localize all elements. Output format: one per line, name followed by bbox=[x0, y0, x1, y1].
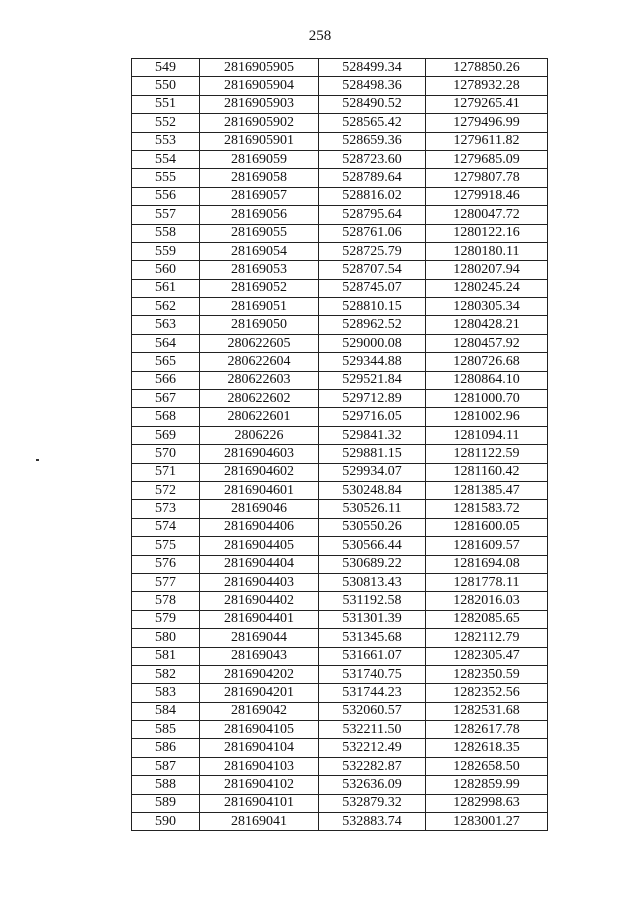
row-index-cell: 555 bbox=[132, 169, 200, 187]
point-id-cell: 2816905902 bbox=[200, 114, 319, 132]
table-row bbox=[132, 702, 548, 720]
point-id-cell: 28169042 bbox=[200, 702, 319, 720]
point-id-cell: 2816905901 bbox=[200, 132, 319, 150]
y-coordinate-cell: 1279685.09 bbox=[426, 150, 548, 168]
x-coordinate-cell: 528745.07 bbox=[319, 279, 426, 297]
y-coordinate-cell: 1281160.42 bbox=[426, 463, 548, 481]
x-coordinate-cell: 528707.54 bbox=[319, 261, 426, 279]
x-coordinate-cell: 528659.36 bbox=[319, 132, 426, 150]
point-id-cell: 280622601 bbox=[200, 408, 319, 426]
row-index-cell: 563 bbox=[132, 316, 200, 334]
point-id-cell: 2816905903 bbox=[200, 95, 319, 113]
y-coordinate-cell: 1281694.08 bbox=[426, 555, 548, 573]
table-row bbox=[132, 537, 548, 555]
row-index-cell: 575 bbox=[132, 537, 200, 555]
row-index-cell: 552 bbox=[132, 114, 200, 132]
point-id-cell: 2816904102 bbox=[200, 776, 319, 794]
point-id-cell: 28169050 bbox=[200, 316, 319, 334]
table-row bbox=[132, 224, 548, 242]
table-row bbox=[132, 390, 548, 408]
point-id-cell: 28169054 bbox=[200, 242, 319, 260]
table-row bbox=[132, 59, 548, 77]
point-id-cell: 2816904601 bbox=[200, 481, 319, 499]
point-id-cell: 2816904401 bbox=[200, 610, 319, 628]
table-row bbox=[132, 242, 548, 260]
table-row bbox=[132, 500, 548, 518]
point-id-cell: 2816904405 bbox=[200, 537, 319, 555]
table-row bbox=[132, 463, 548, 481]
row-index-cell: 554 bbox=[132, 150, 200, 168]
coordinates-table-body bbox=[132, 59, 548, 831]
table-row bbox=[132, 261, 548, 279]
row-index-cell: 569 bbox=[132, 426, 200, 444]
x-coordinate-cell: 531301.39 bbox=[319, 610, 426, 628]
x-coordinate-cell: 531744.23 bbox=[319, 684, 426, 702]
y-coordinate-cell: 1282998.63 bbox=[426, 794, 548, 812]
table-row bbox=[132, 187, 548, 205]
y-coordinate-cell: 1279611.82 bbox=[426, 132, 548, 150]
row-index-cell: 553 bbox=[132, 132, 200, 150]
y-coordinate-cell: 1282305.47 bbox=[426, 647, 548, 665]
point-id-cell: 28169053 bbox=[200, 261, 319, 279]
y-coordinate-cell: 1279496.99 bbox=[426, 114, 548, 132]
row-index-cell: 561 bbox=[132, 279, 200, 297]
y-coordinate-cell: 1282352.56 bbox=[426, 684, 548, 702]
point-id-cell: 28169056 bbox=[200, 206, 319, 224]
point-id-cell: 28169046 bbox=[200, 500, 319, 518]
point-id-cell: 280622605 bbox=[200, 334, 319, 352]
x-coordinate-cell: 528789.64 bbox=[319, 169, 426, 187]
y-coordinate-cell: 1282531.68 bbox=[426, 702, 548, 720]
row-index-cell: 551 bbox=[132, 95, 200, 113]
table-row bbox=[132, 150, 548, 168]
row-index-cell: 567 bbox=[132, 390, 200, 408]
x-coordinate-cell: 529000.08 bbox=[319, 334, 426, 352]
table-row bbox=[132, 206, 548, 224]
table-row bbox=[132, 334, 548, 352]
row-index-cell: 582 bbox=[132, 665, 200, 683]
row-index-cell: 586 bbox=[132, 739, 200, 757]
row-index-cell: 564 bbox=[132, 334, 200, 352]
y-coordinate-cell: 1281778.11 bbox=[426, 573, 548, 591]
x-coordinate-cell: 532212.49 bbox=[319, 739, 426, 757]
row-index-cell: 560 bbox=[132, 261, 200, 279]
y-coordinate-cell: 1280457.92 bbox=[426, 334, 548, 352]
y-coordinate-cell: 1281000.70 bbox=[426, 390, 548, 408]
row-index-cell: 577 bbox=[132, 573, 200, 591]
row-index-cell: 580 bbox=[132, 629, 200, 647]
y-coordinate-cell: 1281122.59 bbox=[426, 445, 548, 463]
table-row bbox=[132, 114, 548, 132]
row-index-cell: 585 bbox=[132, 721, 200, 739]
table-row bbox=[132, 279, 548, 297]
row-index-cell: 566 bbox=[132, 371, 200, 389]
point-id-cell: 28169051 bbox=[200, 298, 319, 316]
point-id-cell: 2816904402 bbox=[200, 592, 319, 610]
y-coordinate-cell: 1279918.46 bbox=[426, 187, 548, 205]
table-row bbox=[132, 95, 548, 113]
y-coordinate-cell: 1282618.35 bbox=[426, 739, 548, 757]
x-coordinate-cell: 532211.50 bbox=[319, 721, 426, 739]
point-id-cell: 2806226 bbox=[200, 426, 319, 444]
y-coordinate-cell: 1282658.50 bbox=[426, 757, 548, 775]
x-coordinate-cell: 528810.15 bbox=[319, 298, 426, 316]
point-id-cell: 2816904202 bbox=[200, 665, 319, 683]
y-coordinate-cell: 1281609.57 bbox=[426, 537, 548, 555]
page-number: 258 bbox=[308, 28, 332, 44]
point-id-cell: 2816904103 bbox=[200, 757, 319, 775]
y-coordinate-cell: 1278850.26 bbox=[426, 59, 548, 77]
table-row bbox=[132, 426, 548, 444]
x-coordinate-cell: 531740.75 bbox=[319, 665, 426, 683]
x-coordinate-cell: 530550.26 bbox=[319, 518, 426, 536]
x-coordinate-cell: 528725.79 bbox=[319, 242, 426, 260]
row-index-cell: 556 bbox=[132, 187, 200, 205]
row-index-cell: 568 bbox=[132, 408, 200, 426]
row-index-cell: 590 bbox=[132, 813, 200, 831]
x-coordinate-cell: 529712.89 bbox=[319, 390, 426, 408]
point-id-cell: 28169055 bbox=[200, 224, 319, 242]
point-id-cell: 2816904406 bbox=[200, 518, 319, 536]
row-index-cell: 574 bbox=[132, 518, 200, 536]
row-index-cell: 576 bbox=[132, 555, 200, 573]
point-id-cell: 2816904104 bbox=[200, 739, 319, 757]
row-index-cell: 557 bbox=[132, 206, 200, 224]
y-coordinate-cell: 1281600.05 bbox=[426, 518, 548, 536]
x-coordinate-cell: 530813.43 bbox=[319, 573, 426, 591]
x-coordinate-cell: 528795.64 bbox=[319, 206, 426, 224]
point-id-cell: 2816904602 bbox=[200, 463, 319, 481]
point-id-cell: 2816904403 bbox=[200, 573, 319, 591]
row-index-cell: 578 bbox=[132, 592, 200, 610]
x-coordinate-cell: 528490.52 bbox=[319, 95, 426, 113]
point-id-cell: 28169058 bbox=[200, 169, 319, 187]
row-index-cell: 572 bbox=[132, 481, 200, 499]
y-coordinate-cell: 1282617.78 bbox=[426, 721, 548, 739]
y-coordinate-cell: 1281583.72 bbox=[426, 500, 548, 518]
y-coordinate-cell: 1282112.79 bbox=[426, 629, 548, 647]
table-row bbox=[132, 481, 548, 499]
table-row bbox=[132, 353, 548, 371]
x-coordinate-cell: 529934.07 bbox=[319, 463, 426, 481]
y-coordinate-cell: 1282350.59 bbox=[426, 665, 548, 683]
x-coordinate-cell: 528723.60 bbox=[319, 150, 426, 168]
table-row bbox=[132, 132, 548, 150]
y-coordinate-cell: 1281002.96 bbox=[426, 408, 548, 426]
point-id-cell: 28169041 bbox=[200, 813, 319, 831]
table-row bbox=[132, 610, 548, 628]
point-id-cell: 2816904201 bbox=[200, 684, 319, 702]
point-id-cell: 2816905905 bbox=[200, 59, 319, 77]
x-coordinate-cell: 532883.74 bbox=[319, 813, 426, 831]
row-index-cell: 589 bbox=[132, 794, 200, 812]
x-coordinate-cell: 530689.22 bbox=[319, 555, 426, 573]
table-row bbox=[132, 445, 548, 463]
point-id-cell: 2816904105 bbox=[200, 721, 319, 739]
x-coordinate-cell: 532879.32 bbox=[319, 794, 426, 812]
point-id-cell: 280622604 bbox=[200, 353, 319, 371]
y-coordinate-cell: 1280864.10 bbox=[426, 371, 548, 389]
table-row bbox=[132, 77, 548, 95]
point-id-cell: 28169043 bbox=[200, 647, 319, 665]
table-row bbox=[132, 721, 548, 739]
y-coordinate-cell: 1280245.24 bbox=[426, 279, 548, 297]
x-coordinate-cell: 528962.52 bbox=[319, 316, 426, 334]
x-coordinate-cell: 530248.84 bbox=[319, 481, 426, 499]
table-row bbox=[132, 555, 548, 573]
table-row bbox=[132, 592, 548, 610]
table-row bbox=[132, 316, 548, 334]
point-id-cell: 28169059 bbox=[200, 150, 319, 168]
row-index-cell: 584 bbox=[132, 702, 200, 720]
point-id-cell: 2816904101 bbox=[200, 794, 319, 812]
table-row bbox=[132, 518, 548, 536]
table-row bbox=[132, 408, 548, 426]
y-coordinate-cell: 1280047.72 bbox=[426, 206, 548, 224]
table-row bbox=[132, 739, 548, 757]
table-row bbox=[132, 684, 548, 702]
row-index-cell: 583 bbox=[132, 684, 200, 702]
y-coordinate-cell: 1281094.11 bbox=[426, 426, 548, 444]
y-coordinate-cell: 1283001.27 bbox=[426, 813, 548, 831]
x-coordinate-cell: 532282.87 bbox=[319, 757, 426, 775]
y-coordinate-cell: 1278932.28 bbox=[426, 77, 548, 95]
point-id-cell: 28169044 bbox=[200, 629, 319, 647]
table-row bbox=[132, 371, 548, 389]
point-id-cell: 2816904404 bbox=[200, 555, 319, 573]
y-coordinate-cell: 1282859.99 bbox=[426, 776, 548, 794]
row-index-cell: 571 bbox=[132, 463, 200, 481]
stray-mark bbox=[36, 459, 39, 461]
x-coordinate-cell: 528761.06 bbox=[319, 224, 426, 242]
y-coordinate-cell: 1282085.65 bbox=[426, 610, 548, 628]
row-index-cell: 565 bbox=[132, 353, 200, 371]
point-id-cell: 28169052 bbox=[200, 279, 319, 297]
row-index-cell: 550 bbox=[132, 77, 200, 95]
row-index-cell: 573 bbox=[132, 500, 200, 518]
table-row bbox=[132, 169, 548, 187]
point-id-cell: 2816905904 bbox=[200, 77, 319, 95]
y-coordinate-cell: 1280428.21 bbox=[426, 316, 548, 334]
x-coordinate-cell: 531661.07 bbox=[319, 647, 426, 665]
point-id-cell: 28169057 bbox=[200, 187, 319, 205]
point-id-cell: 2816904603 bbox=[200, 445, 319, 463]
y-coordinate-cell: 1280180.11 bbox=[426, 242, 548, 260]
y-coordinate-cell: 1281385.47 bbox=[426, 481, 548, 499]
table-row bbox=[132, 298, 548, 316]
row-index-cell: 559 bbox=[132, 242, 200, 260]
table-row bbox=[132, 757, 548, 775]
row-index-cell: 581 bbox=[132, 647, 200, 665]
coordinates-table bbox=[131, 58, 548, 831]
row-index-cell: 558 bbox=[132, 224, 200, 242]
x-coordinate-cell: 531345.68 bbox=[319, 629, 426, 647]
row-index-cell: 587 bbox=[132, 757, 200, 775]
y-coordinate-cell: 1280305.34 bbox=[426, 298, 548, 316]
x-coordinate-cell: 532636.09 bbox=[319, 776, 426, 794]
x-coordinate-cell: 529344.88 bbox=[319, 353, 426, 371]
row-index-cell: 579 bbox=[132, 610, 200, 628]
x-coordinate-cell: 528498.36 bbox=[319, 77, 426, 95]
y-coordinate-cell: 1279265.41 bbox=[426, 95, 548, 113]
y-coordinate-cell: 1280122.16 bbox=[426, 224, 548, 242]
x-coordinate-cell: 530526.11 bbox=[319, 500, 426, 518]
x-coordinate-cell: 529881.15 bbox=[319, 445, 426, 463]
x-coordinate-cell: 528499.34 bbox=[319, 59, 426, 77]
table-row bbox=[132, 813, 548, 831]
point-id-cell: 280622603 bbox=[200, 371, 319, 389]
row-index-cell: 562 bbox=[132, 298, 200, 316]
x-coordinate-cell: 529716.05 bbox=[319, 408, 426, 426]
point-id-cell: 280622602 bbox=[200, 390, 319, 408]
y-coordinate-cell: 1279807.78 bbox=[426, 169, 548, 187]
table-row bbox=[132, 776, 548, 794]
row-index-cell: 549 bbox=[132, 59, 200, 77]
x-coordinate-cell: 528816.02 bbox=[319, 187, 426, 205]
x-coordinate-cell: 532060.57 bbox=[319, 702, 426, 720]
x-coordinate-cell: 529521.84 bbox=[319, 371, 426, 389]
row-index-cell: 588 bbox=[132, 776, 200, 794]
table-row bbox=[132, 665, 548, 683]
y-coordinate-cell: 1280726.68 bbox=[426, 353, 548, 371]
x-coordinate-cell: 531192.58 bbox=[319, 592, 426, 610]
table-row bbox=[132, 647, 548, 665]
table-row bbox=[132, 573, 548, 591]
y-coordinate-cell: 1282016.03 bbox=[426, 592, 548, 610]
x-coordinate-cell: 530566.44 bbox=[319, 537, 426, 555]
y-coordinate-cell: 1280207.94 bbox=[426, 261, 548, 279]
row-index-cell: 570 bbox=[132, 445, 200, 463]
table-row bbox=[132, 629, 548, 647]
table-row bbox=[132, 794, 548, 812]
x-coordinate-cell: 528565.42 bbox=[319, 114, 426, 132]
x-coordinate-cell: 529841.32 bbox=[319, 426, 426, 444]
